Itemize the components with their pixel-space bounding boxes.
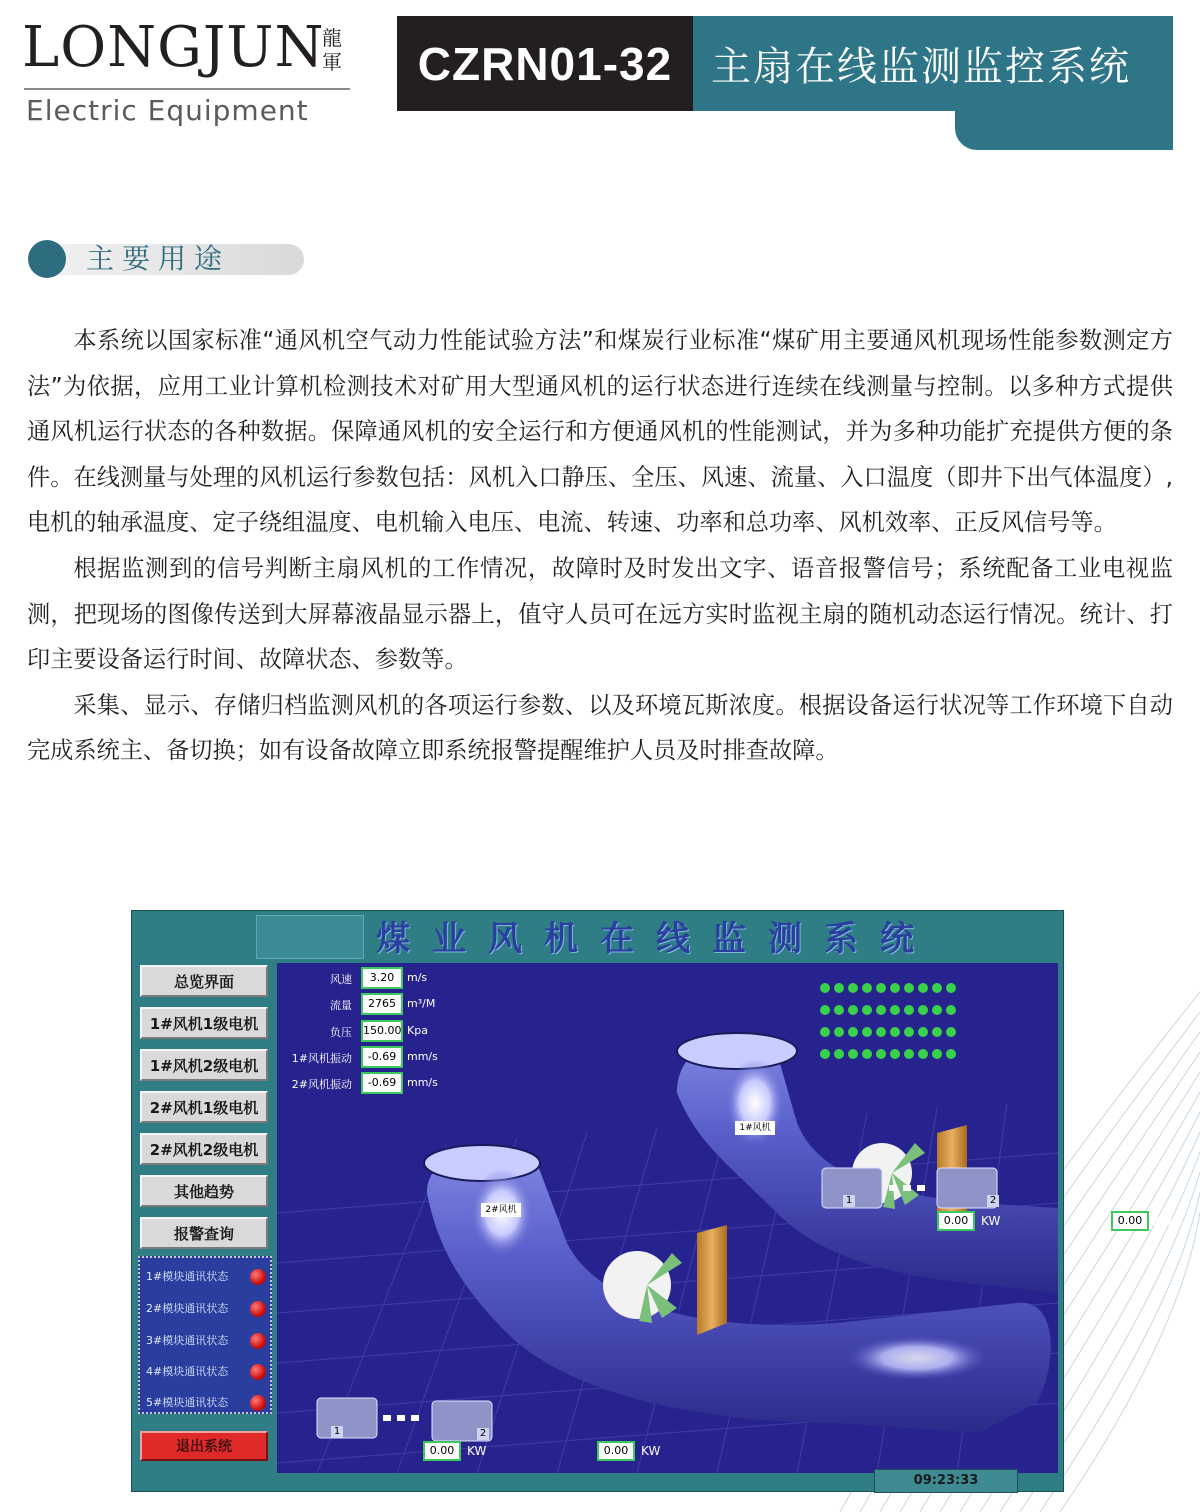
status-row xyxy=(146,1361,270,1383)
bullet-icon xyxy=(28,240,66,278)
title-tab-decoration xyxy=(955,100,1173,150)
motor-number: 2 xyxy=(477,1428,489,1440)
logo-divider xyxy=(24,88,350,90)
company-logo xyxy=(22,14,362,127)
screen-sidebar xyxy=(136,963,272,1475)
model-number: CZRN01-32 xyxy=(397,16,693,111)
kw-readout: 0.00 xyxy=(423,1441,461,1461)
param-unit: mm/s xyxy=(407,1050,438,1063)
param-value: -0.69 xyxy=(361,1072,403,1094)
param-value: 150.00 xyxy=(361,1020,403,1042)
motor-number: 1 xyxy=(843,1195,855,1207)
body-text xyxy=(27,318,1173,774)
logo-subtitle: Electric Equipment xyxy=(26,94,309,127)
status-led-icon xyxy=(250,1301,266,1317)
screen-title: 煤业风机在线监测系统 xyxy=(376,919,936,959)
nav-button-overview[interactable]: 总览界面 xyxy=(140,965,268,997)
nav-button-fan1-motor2[interactable]: 1#风机2级电机 xyxy=(140,1049,268,1081)
status-led-icon xyxy=(250,1333,266,1349)
status-row xyxy=(146,1298,270,1320)
param-unit: m/s xyxy=(407,971,428,984)
nav-button-fan2-motor2[interactable]: 2#风机2级电机 xyxy=(140,1133,268,1165)
nav-button-fan2-motor1[interactable]: 2#风机1级电机 xyxy=(140,1091,268,1123)
nav-button-trends[interactable]: 其他趋势 xyxy=(140,1175,268,1207)
param-label: 2#风机振动 xyxy=(291,1078,352,1091)
param-unit: m³/M xyxy=(407,997,436,1010)
kw-readout: 0.00 xyxy=(937,1211,975,1231)
page-title: 主扇在线监测监控系统 xyxy=(693,16,1173,111)
status-led-icon xyxy=(250,1364,266,1380)
paragraph-3: 采集、显示、存储归档监测风机的各项运行参数、以及环境瓦斯浓度。根据设备运行状况等工作环境下自动完成系统主、备切换；如有设备故障立即系统报警提醒维护人员及时排查故障。 xyxy=(27,691,1173,765)
kw-unit: KW xyxy=(981,1214,1001,1228)
nav-button-fan1-motor1[interactable]: 1#风机1级电机 xyxy=(140,1007,268,1039)
comm-status-panel xyxy=(138,1256,272,1414)
status-row xyxy=(146,1330,270,1352)
status-label: 3#模块通讯状态 xyxy=(146,1334,229,1347)
fan1-label: 1#风机 xyxy=(735,1121,775,1135)
status-row xyxy=(146,1266,270,1288)
param-label: 1#风机振动 xyxy=(291,1052,352,1065)
status-label: 4#模块通讯状态 xyxy=(146,1365,229,1378)
status-row xyxy=(146,1392,270,1410)
status-led-icon xyxy=(250,1395,266,1411)
fan-overview-display xyxy=(277,963,1173,1473)
param-label: 负压 xyxy=(330,1026,352,1039)
status-led-icon xyxy=(250,1269,266,1285)
param-value: 2765 xyxy=(361,993,403,1015)
exit-system-button[interactable]: 退出系统 xyxy=(140,1431,268,1461)
kw-readout: 0.00 xyxy=(597,1441,635,1461)
nav-button-alarm-query[interactable]: 报警查询 xyxy=(140,1217,268,1249)
logo-chinese: 龍軍 xyxy=(322,26,342,74)
param-label: 流量 xyxy=(330,999,352,1012)
param-unit: Kpa xyxy=(407,1024,428,1037)
status-label: 1#模块通讯状态 xyxy=(146,1270,229,1283)
logo-wordmark: LONGJUN xyxy=(22,15,325,80)
kw-unit: KW xyxy=(1153,1214,1173,1228)
kw-readout: 0.00 xyxy=(1111,1211,1149,1231)
paragraph-1: 本系统以国家标准“通风机空气动力性能试验方法”和煤炭行业标准“煤矿用主要通风机现场性能参数测定方法”为依据，应用工业计算机检测技术对矿用大型通风机的运行状态进行连续在线测量与控制。以多种方式提供通风机运行状态的各种数据。保障通风机的安全运行和方便通风机的性能测试，并为多种功能扩充提供方便的条件。在线测量与处理的风机运行参数包括：风机入口静压、全压、风速、流量、入口温度（即井下出气体温度）,电机的轴承温度、定子绕组温度、电机输入电压、电流、转速、功率和总功率、风机效率、正反风信号等。 xyxy=(27,327,1173,537)
param-value: 3.20 xyxy=(361,967,403,989)
paragraph-2: 根据监测到的信号判断主扇风机的工作情况，故障时及时发出文字、语音报警信号；系统配备工业电视监测，把现场的图像传送到大屏幕液晶显示器上，值守人员可在远方实时监视主扇的随机动态运行情况。统计、打印主要设备运行时间、故障状态、参数等。 xyxy=(27,554,1173,674)
system-clock: 09:23:33 xyxy=(874,1469,1018,1493)
param-value: -0.69 xyxy=(361,1046,403,1068)
section-heading xyxy=(28,240,304,278)
status-label: 2#模块通讯状态 xyxy=(146,1302,229,1315)
motor-number: 2 xyxy=(987,1195,999,1207)
section-heading-text: 主要用途 xyxy=(86,242,231,275)
fan2-label: 2#风机 xyxy=(481,1203,521,1217)
motor-number: 1 xyxy=(331,1426,343,1438)
param-label: 风速 xyxy=(330,973,352,986)
screen-title-block xyxy=(256,915,364,959)
monitoring-screenshot xyxy=(131,910,1173,1492)
status-label: 5#模块通讯状态 xyxy=(146,1396,229,1409)
kw-unit: KW xyxy=(641,1444,661,1458)
kw-unit: KW xyxy=(467,1444,487,1458)
param-unit: mm/s xyxy=(407,1076,438,1089)
